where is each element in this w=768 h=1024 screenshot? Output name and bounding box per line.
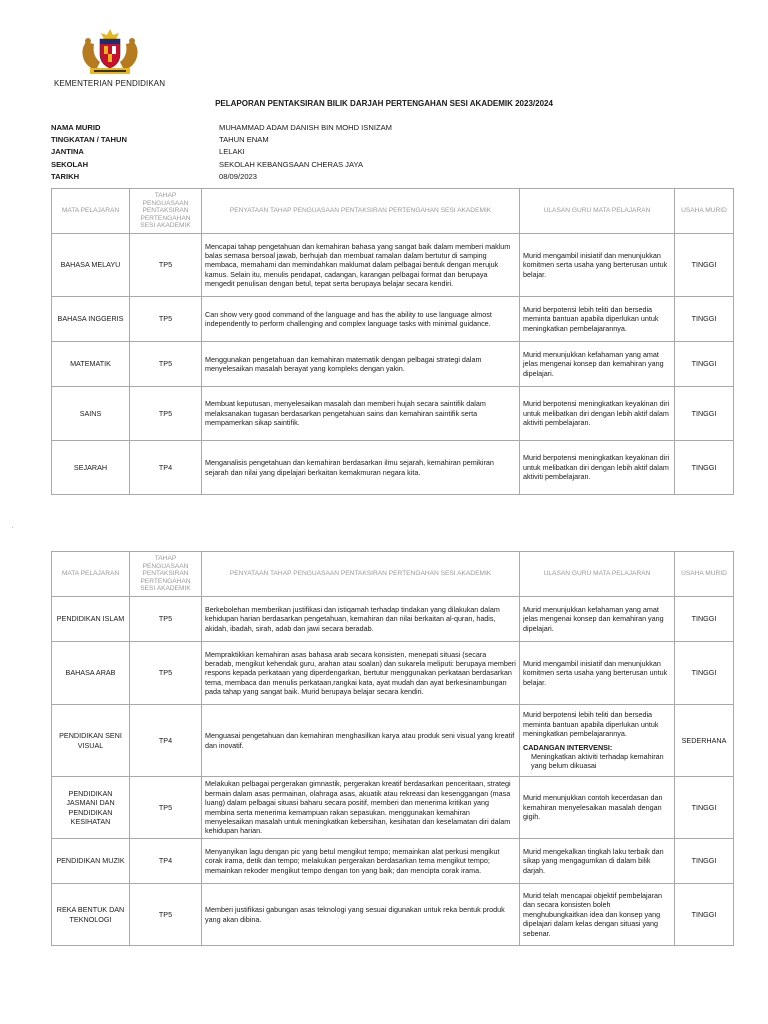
level-cell: TP5 xyxy=(130,642,202,705)
level-cell: TP5 xyxy=(130,597,202,642)
remarks-cell: Murid mengambil inisiatif dan menunjukkan komitmen serta usaha yang berterusan untuk belajar. xyxy=(520,234,675,297)
header-statement: PENYATAAN TAHAP PENGUASAAN PENTAKSIRAN PERTENGAHAN SESI AKADEMIK xyxy=(202,189,520,234)
remarks-text: Murid berpotensi lebih teliti dan bersedia meminta bantuan apabila diperlukan untuk meningkatkan pembelajarannya. xyxy=(523,710,659,739)
header-effort: USAHA MURID xyxy=(675,189,734,234)
table-header-row xyxy=(52,189,734,234)
info-value-date: 08/09/2023 xyxy=(219,171,258,181)
header-subject: MATA PELAJARAN xyxy=(52,189,130,234)
table-row xyxy=(52,441,734,495)
student-info xyxy=(51,122,392,183)
ministry-name: KEMENTERIAN PENDIDIKAN xyxy=(54,79,166,88)
statement-cell: Berkebolehan memberikan justifikasi dan istiqamah terhadap tindakan yang dilakukan dalam kehidupan harian berdasarkan pengetahuan, kemahiran dan nilai berkaitan al-quran, hadis, akidah, ibadah, sirah, adab dan jawi secara beradab. xyxy=(202,597,520,642)
info-label: SEKOLAH xyxy=(51,159,89,169)
subject-cell: MATEMATIK xyxy=(52,342,130,387)
level-cell: TP5 xyxy=(130,884,202,946)
remarks-cell: Murid mengekalkan tingkah laku terbaik dan sikap yang mengagumkan di dalam bilik darjah. xyxy=(520,839,675,884)
effort-cell: TINGGI xyxy=(675,297,734,342)
report-title: PELAPORAN PENTAKSIRAN BILIK DARJAH PERTENGAHAN SESI AKADEMIK 2023/2024 xyxy=(215,99,553,108)
effort-cell: TINGGI xyxy=(675,597,734,642)
effort-cell: TINGGI xyxy=(675,777,734,839)
subject-cell: BAHASA ARAB xyxy=(52,642,130,705)
statement-cell: Can show very good command of the language and has the ability to use language almost independently to perform challenging and complex language tasks with minimal guidance. xyxy=(202,297,520,342)
statement-cell: Menyanyikan lagu dengan pic yang betul mengikut tempo; memainkan alat perkusi mengikut corak irama, detik dan tempo; melakukan pergerakan berdasarkan tema mengikut tempo; memainkan rekoder mengikut tempo dengan ton yang baik; dan mencipta corak irama. xyxy=(202,839,520,884)
subject-cell: BAHASA INGGERIS xyxy=(52,297,130,342)
remarks-cell: Murid berpotensi meningkatkan keyakinan diri untuk melibatkan diri dengan lebih aktif dalam aktiviti pembelajaran. xyxy=(520,441,675,495)
page-mark xyxy=(12,527,13,528)
subject-cell: PENDIDIKAN MUZIK xyxy=(52,839,130,884)
subject-cell: REKA BENTUK DAN TEKNOLOGI xyxy=(52,884,130,946)
header-subject: MATA PELAJARAN xyxy=(52,552,130,597)
level-cell: TP5 xyxy=(130,342,202,387)
effort-cell: TINGGI xyxy=(675,234,734,297)
table-row xyxy=(52,839,734,884)
level-cell: TP5 xyxy=(130,234,202,297)
intervention-text: Meningkatkan aktiviti terhadap kemahiran yang belum dikuasai xyxy=(531,751,664,771)
jata-negara-crest xyxy=(74,26,146,78)
remarks-cell: Murid menunjukkan kefahaman yang amat jelas mengenai konsep dan kemahiran yang dipelajari. xyxy=(520,597,675,642)
remarks-cell: Murid berpotensi lebih teliti dan bersedia meminta bantuan apabila diperlukan untuk meningkatkan pembelajarannya. xyxy=(520,297,675,342)
statement-cell: Mempraktikkan kemahiran asas bahasa arab secara konsisten, menepati situasi (secara beradab, mengikut kehendak guru, arahan atau soalan) dan sukarela meliputi: berupaya memberi respons kepada perkataan yang diperdengarkan, bertutur menggunakan perkataan berdasarkan tema, membaca dan menulis perkataan,rangkai kata, ayat mudah dan ayat berkesinambungan pada tahap yang sangat baik. Murid berupaya belajar secara kendiri. xyxy=(202,642,520,705)
statement-cell: Menggunakan pengetahuan dan kemahiran matematik dengan pelbagai strategi dalam menyelesaikan masalah berayat yang kompleks dengan yakin. xyxy=(202,342,520,387)
subject-cell: PENDIDIKAN SENI VISUAL xyxy=(52,705,130,777)
info-label: JANTINA xyxy=(51,147,84,157)
statement-cell: Mencapai tahap pengetahuan dan kemahiran bahasa yang sangat baik dalam memberi maklum balas semasa bersoal jawab, berhujah dan membuat ramalan dalam bertutur di samping membaca, memahami dan memindahkan maklumat dalam pelbagai bentuk dengan merujuk kamus. Selain itu, menulis pendapat, cadangan, karangan pelbagai format dan berupaya mengedit penulisan dengan betul, tepat serta berupaya belajar secara kendiri. xyxy=(202,234,520,297)
subject-cell: SAINS xyxy=(52,387,130,441)
remarks-cell: Murid berpotensi meningkatkan keyakinan diri untuk melibatkan diri dengan lebih aktif dalam aktiviti pembelajaran. xyxy=(520,387,675,441)
header-remarks: ULASAN GURU MATA PELAJARAN xyxy=(520,552,675,597)
remarks-cell: Murid telah mencapai objektif pembelajaran dan secara konsisten boleh menghubungkaitkan idea dan konsep yang dipelajari dalam kelas dengan situasi yang sebenar. xyxy=(520,884,675,946)
level-cell: TP4 xyxy=(130,441,202,495)
table-row xyxy=(52,387,734,441)
effort-cell: TINGGI xyxy=(675,441,734,495)
table-row xyxy=(52,342,734,387)
subject-cell: PENDIDIKAN JASMANI DAN PENDIDIKAN KESIHATAN xyxy=(52,777,130,839)
level-cell: TP4 xyxy=(130,705,202,777)
subject-cell: SEJARAH xyxy=(52,441,130,495)
header-effort: USAHA MURID xyxy=(675,552,734,597)
level-cell: TP5 xyxy=(130,777,202,839)
table-row xyxy=(52,597,734,642)
table-row xyxy=(52,234,734,297)
info-value-gender: LELAKI xyxy=(219,147,245,157)
table-row xyxy=(52,297,734,342)
info-label: TINGKATAN / TAHUN xyxy=(51,135,127,145)
remarks-cell: Murid mengambil inisiatif dan menunjukkan komitmen serta usaha yang berterusan untuk belajar. xyxy=(520,642,675,705)
info-label: NAMA MURID xyxy=(51,123,101,132)
effort-cell: TINGGI xyxy=(675,387,734,441)
assessment-table-1 xyxy=(51,188,734,495)
level-cell: TP5 xyxy=(130,297,202,342)
remarks-cell: Murid menunjukkan kefahaman yang amat jelas mengenai konsep dan kemahiran yang dipelajari. xyxy=(520,342,675,387)
info-value-name: MUHAMMAD ADAM DANISH BIN MOHD ISNIZAM xyxy=(219,123,392,132)
statement-cell: Menguasai pengetahuan dan kemahiran menghasilkan karya atau produk seni visual yang kreatif dan inovatif. xyxy=(202,705,520,777)
header-remarks: ULASAN GURU MATA PELAJARAN xyxy=(520,189,675,234)
intervention-heading: CADANGAN INTERVENSI: xyxy=(523,742,613,752)
effort-cell: TINGGI xyxy=(675,342,734,387)
statement-cell: Membuat keputusan, menyelesaikan masalah dan memberi hujah secara saintifik dalam melaksanakan tugasan berdasarkan pengetahuan sains dan kemahiran saintifik serta mempamerkan sikap saintifik. xyxy=(202,387,520,441)
info-value-class: TAHUN ENAM xyxy=(219,135,269,145)
header-level: TAHAP PENGUASAAN PENTAKSIRAN PERTENGAHAN SESI AKADEMIK xyxy=(130,189,202,234)
assessment-table-2 xyxy=(51,551,734,946)
subject-cell: PENDIDIKAN ISLAM xyxy=(52,597,130,642)
effort-cell: SEDERHANA xyxy=(675,705,734,777)
remarks-cell xyxy=(520,705,675,777)
info-value-school: SEKOLAH KEBANGSAAN CHERAS JAYA xyxy=(219,159,364,169)
statement-cell: Memberi justifikasi gabungan asas teknologi yang sesuai digunakan untuk reka bentuk produk yang akan dibina. xyxy=(202,884,520,946)
header-statement: PENYATAAN TAHAP PENGUASAAN PENTAKSIRAN PERTENGAHAN SESI AKADEMIK xyxy=(202,552,520,597)
effort-cell: TINGGI xyxy=(675,839,734,884)
effort-cell: TINGGI xyxy=(675,642,734,705)
table-header-row xyxy=(52,552,734,597)
table-row xyxy=(52,642,734,705)
level-cell: TP4 xyxy=(130,839,202,884)
info-label: TARIKH xyxy=(51,171,80,181)
level-cell: TP5 xyxy=(130,387,202,441)
table-row xyxy=(52,705,734,777)
statement-cell: Melakukan pelbagai pergerakan gimnastik, pergerakan kreatif berdasarkan pencerita​an, strategi bermain dalam asas permainan, olahraga asas, akuatik atau rekreasi dan kesenggangan (masa luang) dalam pelbagai situasi baharu secara positif, memberi dan menerima kritikan yang membina serta menerima kemampuan rakan sepasukan. menggunakan kemahiran menyelesaikan masalah untuk meningkatkan kebersihan, kesihatan dan keselamatan diri dalam kehidupan harian. xyxy=(202,777,520,839)
remarks-cell: Murid menunjukkan contoh kecerdasan dan kemahiran menyelesaikan masalah dengan gigih. xyxy=(520,777,675,839)
subject-cell: BAHASA MELAYU xyxy=(52,234,130,297)
table-row xyxy=(52,777,734,839)
statement-cell: Menganalisis pengetahuan dan kemahiran berdasarkan ilmu sejarah, kemahiran pemikiran sejarah dan nilai yang dipelajari berkaitan kemakmuran negara kita. xyxy=(202,441,520,495)
header-level: TAHAP PENGUASAAN PENTAKSIRAN PERTENGAHAN SESI AKADEMIK xyxy=(130,552,202,597)
effort-cell: TINGGI xyxy=(675,884,734,946)
table-row xyxy=(52,884,734,946)
